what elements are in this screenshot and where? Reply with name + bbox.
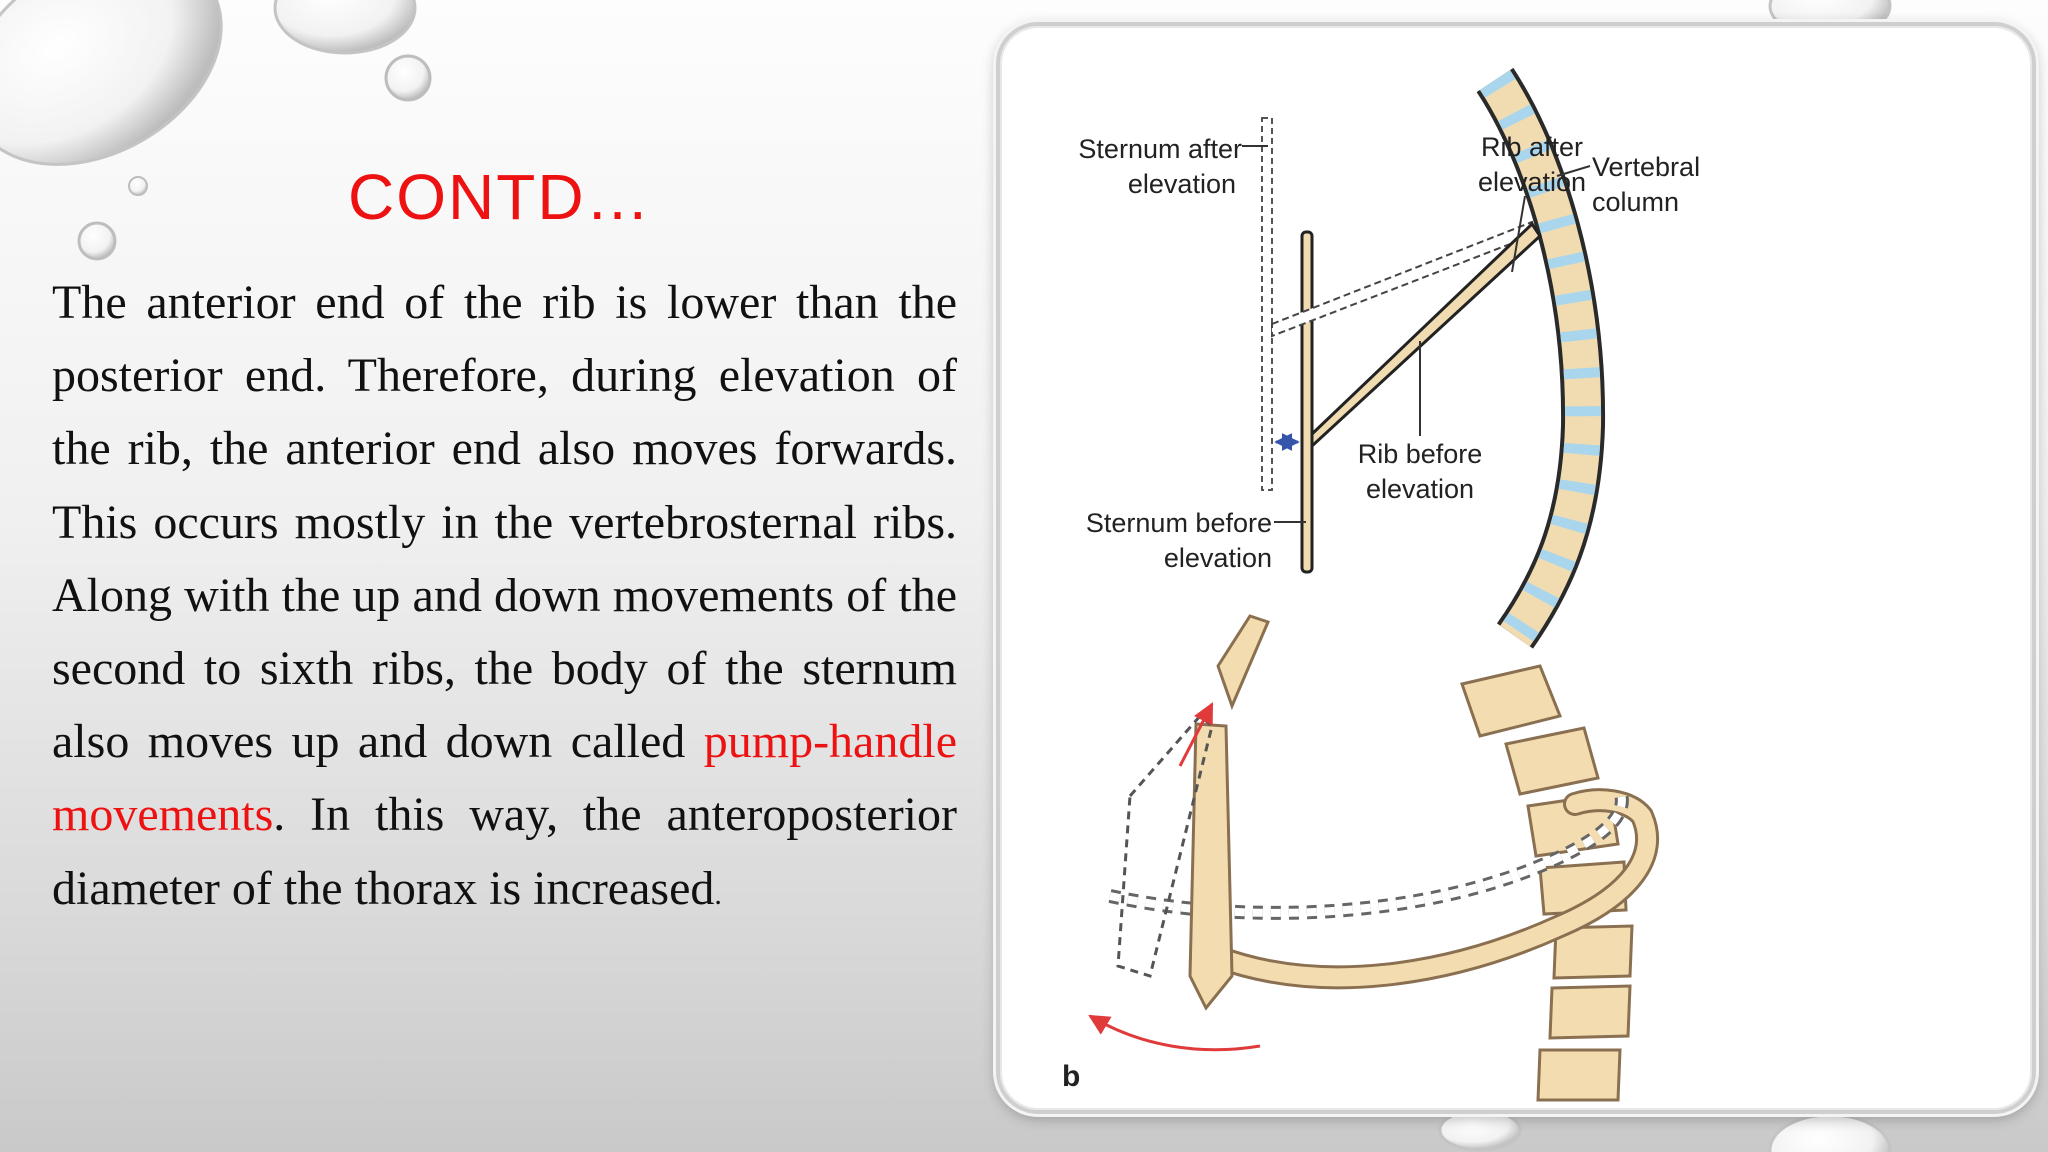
sternum-after-elevation: [1262, 118, 1272, 490]
forward-motion-arrow: [1090, 1016, 1260, 1050]
label-vertebral-line1: Vertebral: [1592, 152, 1701, 182]
body-paragraph: [52, 266, 957, 931]
label-rib-after-line2: elevation: [1477, 167, 1587, 197]
pump-handle-highlight: pump-handle movements: [52, 715, 957, 842]
label-sternum-before-line2: elevation: [1163, 543, 1272, 573]
panel-b-letter: b: [1062, 1060, 1081, 1093]
rib-before-elevation: [1312, 224, 1540, 446]
panel-a-diagram: [1078, 80, 1700, 636]
paragraph-ending: .: [714, 877, 722, 911]
rib-movement-diagram: [1000, 26, 2036, 1114]
paragraph-text-part1: The anterior end of the rib is lower than the posterior end. Therefore, during elevation of the rib, the anterior end also moves forwards. This occurs mostly in the vertebrosternal ribs. Along with the up and down movements of the second to sixth ribs, the body of the sternum also moves up and down called: [52, 276, 957, 769]
label-rib-before-line2: elevation: [1365, 474, 1475, 504]
paragraph-text-part2: . In this way, the anteroposterior diameter of the thorax is increased: [52, 788, 957, 915]
slide-title: CONTD…: [348, 161, 652, 233]
label-sternum-after-line1: Sternum after: [1078, 134, 1242, 164]
label-rib-after-line1: Rib after: [1480, 132, 1584, 162]
label-rib-before-line1: Rib before: [1357, 439, 1483, 469]
sternum-b: [1190, 616, 1268, 1008]
label-sternum-after-line2: elevation: [1127, 169, 1236, 199]
label-vertebral-line2: column: [1592, 187, 1680, 217]
figure-frame: [996, 22, 2036, 1114]
label-sternum-before-line1: Sternum before: [1085, 508, 1272, 538]
panel-b-diagram: [1062, 616, 1647, 1100]
vertebral-column: [1495, 80, 1583, 636]
